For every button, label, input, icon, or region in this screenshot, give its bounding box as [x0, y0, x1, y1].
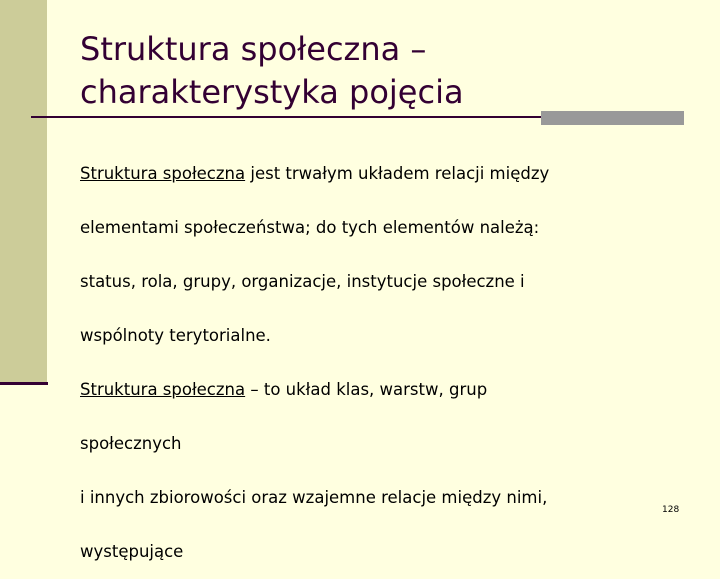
- left-bar-underline: [0, 382, 48, 385]
- paragraph-1-line-2: elementami społeczeństwa; do tych elementów należą:: [80, 218, 540, 237]
- paragraph-1-line-1-text: jest trwałym układem relacji między: [245, 164, 550, 183]
- slide-title: [80, 28, 464, 114]
- title-divider-line: [31, 116, 541, 118]
- title-divider-accent: [541, 111, 684, 125]
- title-line-2: charakterystyka pojęcia: [80, 73, 464, 111]
- paragraph-1-line-4: wspólnoty terytorialne.: [80, 326, 271, 345]
- paragraph-2-line-3: i innych zbiorowości oraz wzajemne relacje między nimi,: [80, 488, 548, 507]
- term-struktura-spoleczna: Struktura społeczna: [80, 164, 246, 183]
- definition-paragraph-2: [80, 363, 700, 579]
- paragraph-2-line-4: występujące: [80, 542, 184, 561]
- paragraph-2-line-1: [80, 363, 700, 417]
- title-line-1: Struktura społeczna –: [80, 30, 427, 68]
- page-number: 128: [662, 505, 680, 515]
- definition-paragraph-1: [80, 147, 700, 363]
- paragraph-1-line-1: [80, 147, 700, 201]
- paragraph-2-line-1-text: – to układ klas, warstw, grup: [245, 380, 488, 399]
- left-decorative-bar: [0, 0, 47, 383]
- slide-body: [80, 147, 700, 561]
- term-struktura-spoleczna: Struktura społeczna: [80, 380, 246, 399]
- paragraph-2-line-2: społecznych: [80, 434, 182, 453]
- paragraph-1-line-3: status, rola, grupy, organizacje, instytucje społeczne i: [80, 272, 525, 291]
